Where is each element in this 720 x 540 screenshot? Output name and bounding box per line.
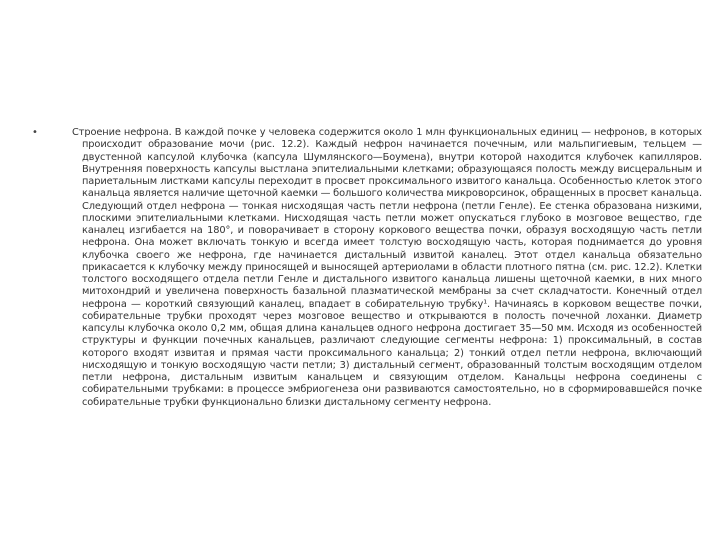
bullet-item xyxy=(30,127,702,409)
body-paragraph: Строение нефрона. В каждой почке у человека содержится около 1 млн функциональных единиц — нефронов, в которых происходит образование мочи (рис. 12.2). Каждый нефрон начинается почечным, или мальпигиевым, тельцем — двустенной капсулой клубочка (капсула Шумлянского—Боумена), внутри которой находится клубочек капилляров. Внутренняя поверхность капсулы выстлана эпителиальными клетками; образующаяся полость между висцеральным и париетальным листками капсулы переходит в просвет проксимального извитого канальца. Особенностью клеток этого канальца является наличие щеточной каемки — большого количества микроворсинок, обращенных в просвет канальца. Следующий отдел нефрона — тонкая нисходящая часть петли нефрона (петли Генле). Ее стенка образована низкими, плоскими эпителиальными клетками. Нисходящая часть петли может опускаться глубоко в мозговое вещество, где каналец изгибается на 180°, и поворачивает в сторону коркового вещества почки, образуя восходящую часть петли нефрона. Она может включать тонкую и всегда имеет толстую восходящую часть, которая поднимается до уровня клубочка своего же нефрона, где начинается дистальный извитой каналец. Этот отдел канальца обязательно прикасается к клубочку между приносящей и выносящей артериолами в области плотного пятна (см. рис. 12.2). Клетки толстого восходящего отдела петли Генле и дистального извитого канальца лишены щеточной каемки, в них много митохондрий и увеличена поверхность базальной плазматической мембраны за счет складчатости. Конечный отдел нефрона — короткий связующий каналец, впадает в собирательную трубку¹. Начинаясь в корковом веществе почки, собирательные трубки проходят через мозговое вещество и открываются в полость почечной лоханки. Диаметр капсулы клубочка около 0,2 мм, общая длина канальцев одного нефрона достигает 35—50 мм. Исходя из особенностей структуры и функции почечных канальцев, различают следующие сегменты нефрона: 1) проксимальный, в состав которого входят извитая и прямая части проксимального канальца; 2) тонкий отдел петли нефрона, включающий нисходящую и тонкую восходящую части петли; 3) дистальный сегмент, образованный толстым восходящим отделом петли нефрона, дистальным извитым канальцем и связующим отделом. Канальцы нефрона соединены с собирательными трубками: в процессе эмбриогенеза они развиваются самостоятельно, но в сформировавшейся почке собирательные трубки функционально близки дистальному сегменту нефрона. xyxy=(72,127,702,408)
bullet-marker: • xyxy=(32,127,38,138)
